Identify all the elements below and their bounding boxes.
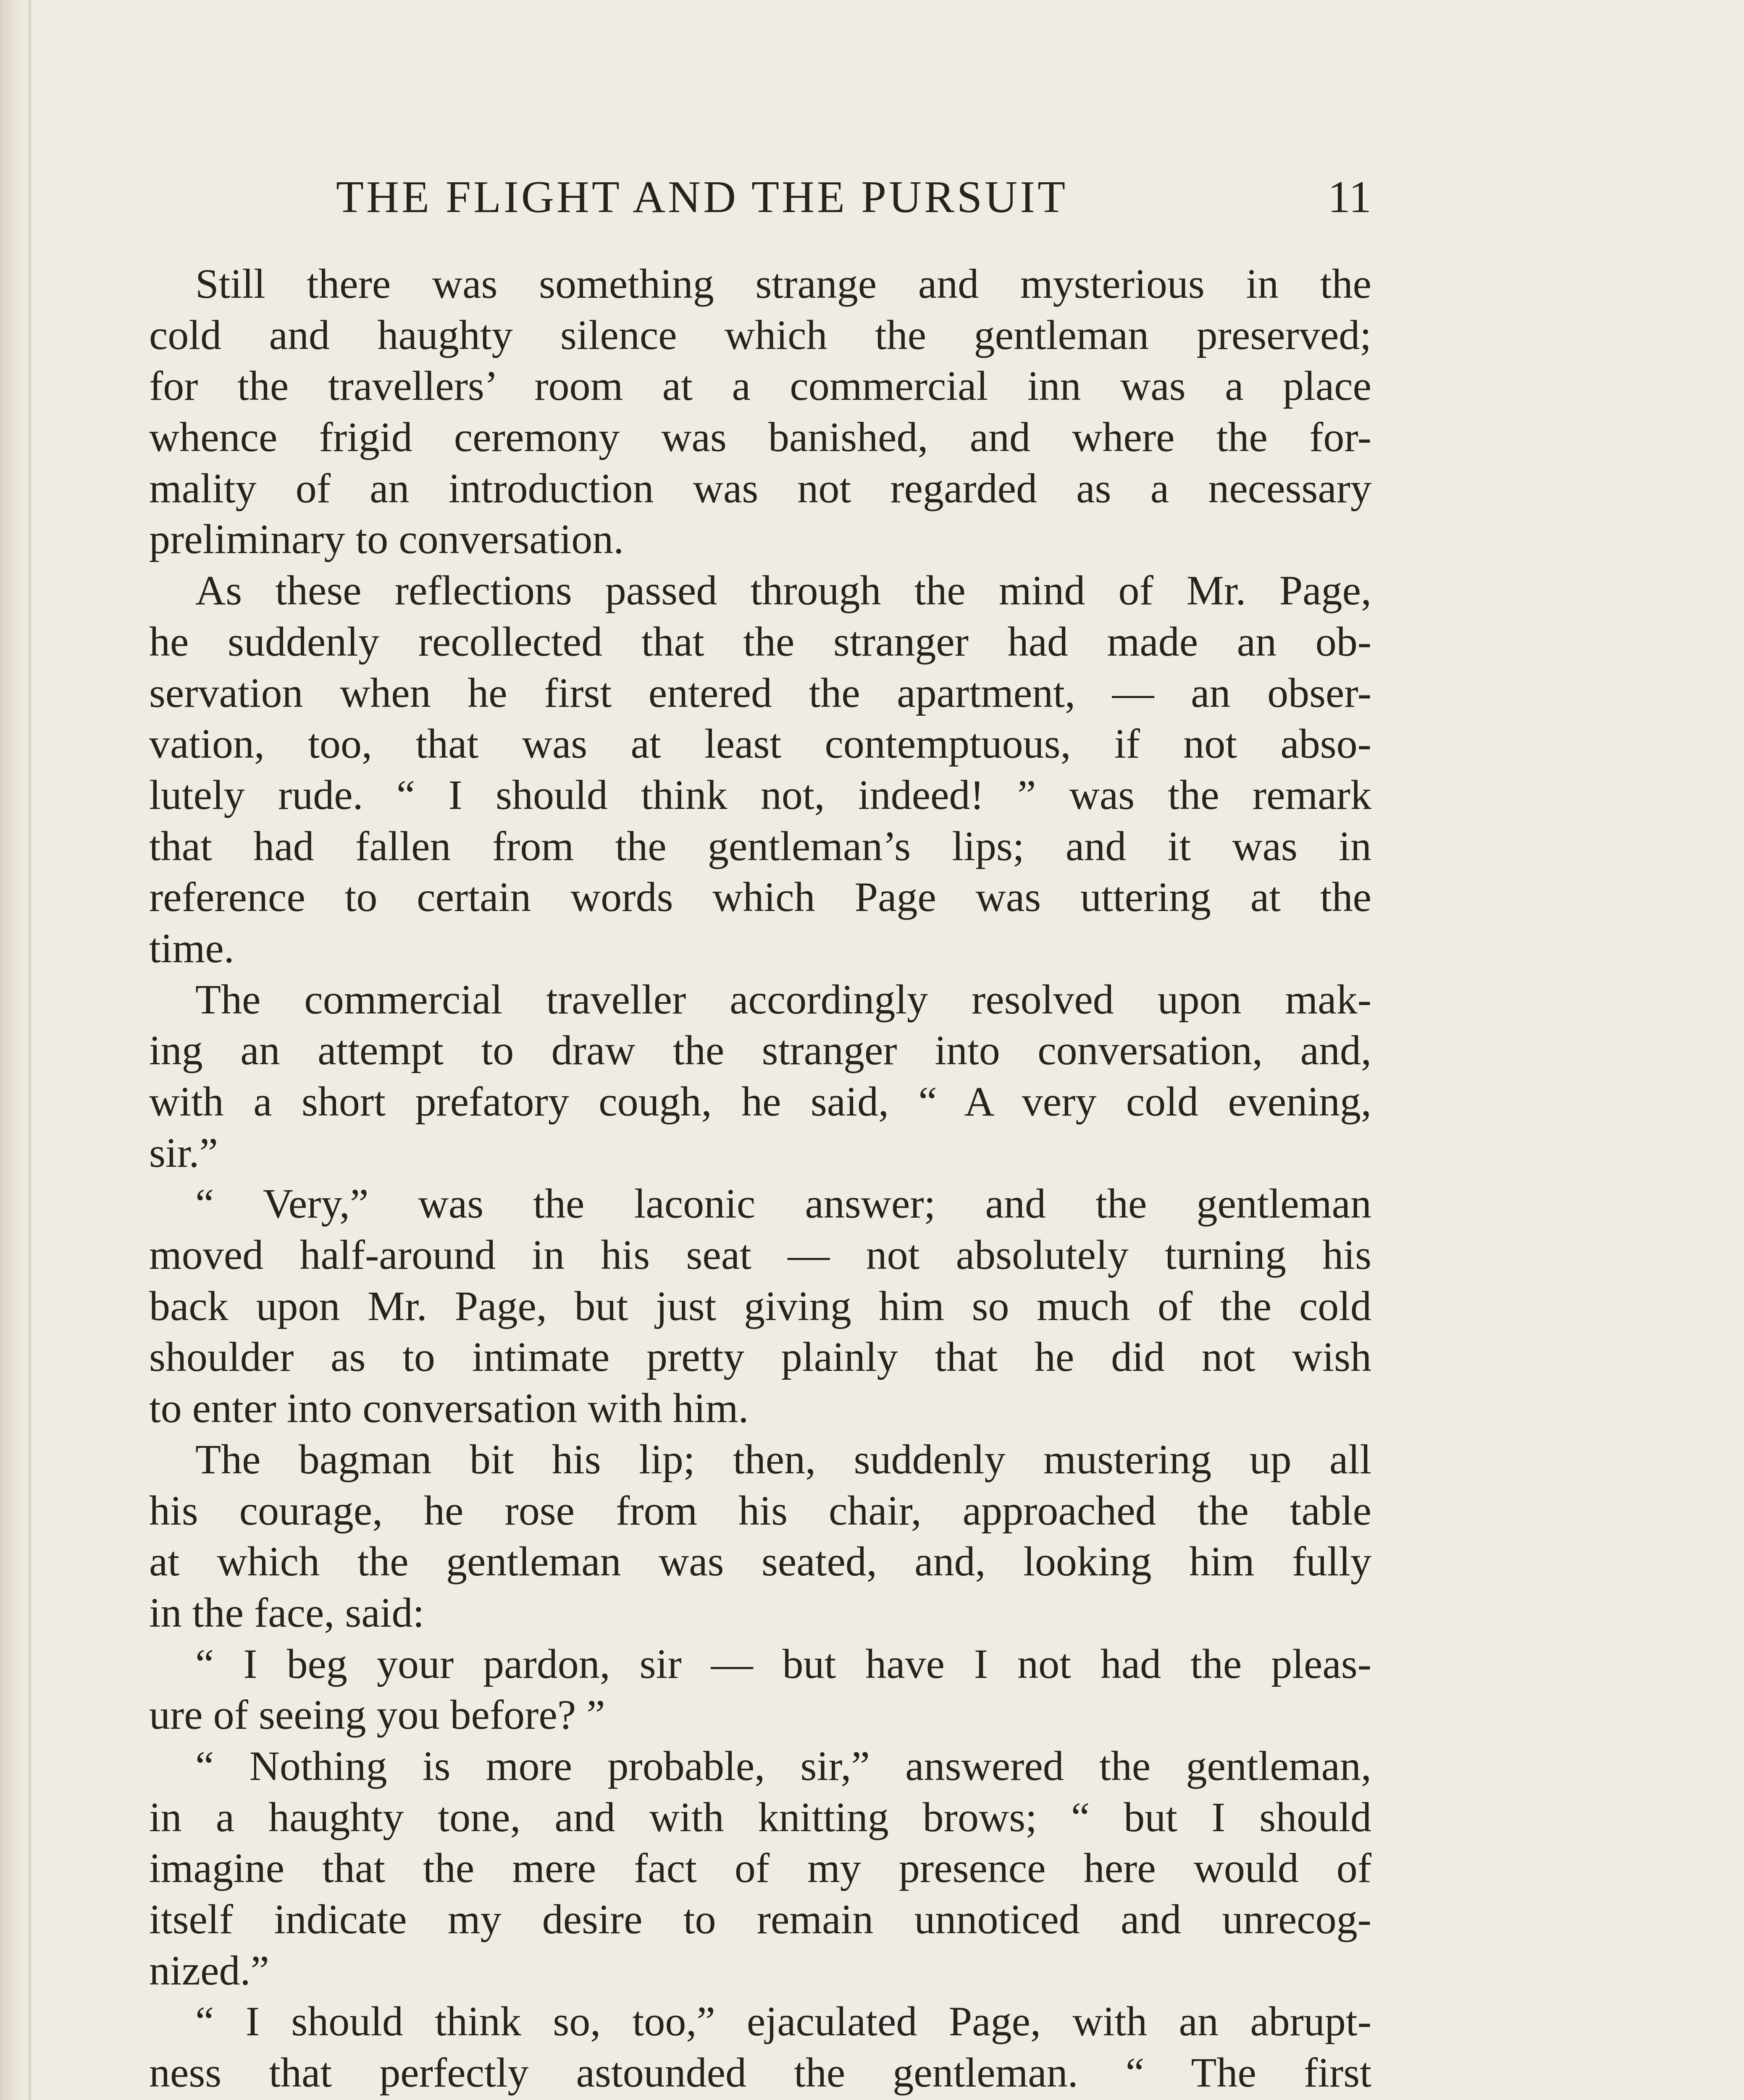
- text-line: [149, 2098, 1371, 2100]
- text-line: reference to certain words which Page was uttering at the: [149, 874, 1371, 921]
- body-text: [149, 258, 1371, 2100]
- text-line: nized.”: [149, 1947, 269, 1994]
- running-head: THE FLIGHT AND THE PURSUIT: [336, 172, 1068, 222]
- text-line: to enter into conversation with him.: [149, 1385, 749, 1432]
- text-line: The commercial traveller accordingly resolved upon mak-: [195, 976, 1371, 1023]
- text-line: at which the gentleman was seated, and, looking him fully: [149, 1538, 1371, 1585]
- page-number: 11: [1328, 172, 1371, 222]
- text-line: for the travellers’ room at a commercial inn was a place: [149, 362, 1371, 410]
- text-line: The bagman bit his lip; then, suddenly mustering up all: [195, 1436, 1371, 1483]
- text-line: sir.”: [149, 1129, 218, 1176]
- text-line: shoulder as to intimate pretty plainly that he did not wish: [149, 1334, 1371, 1381]
- text-line: “ I should think so, too,” ejaculated Page, with an abrupt-: [195, 1998, 1371, 2045]
- text-line: ness that perfectly astounded the gentleman. “ The first: [149, 2049, 1371, 2096]
- text-line: he suddenly recollected that the stranger had made an ob-: [149, 618, 1371, 665]
- text-line: moved half-around in his seat — not absolutely turning his: [149, 1231, 1371, 1278]
- text-line: servation when he first entered the apartment, — an obser-: [149, 669, 1371, 716]
- text-line: with a short prefatory cough, he said, “ A very cold evening,: [149, 1078, 1371, 1125]
- text-line: lutely rude. “ I should think not, indeed! ” was the remark: [149, 771, 1371, 818]
- text-line: ing an attempt to draw the stranger into conversation, and,: [149, 1027, 1371, 1074]
- text-line: preliminary to conversation.: [149, 516, 624, 563]
- text-line: in the face, said:: [149, 1589, 425, 1636]
- text-line: “ Nothing is more probable, sir,” answered the gentleman,: [195, 1742, 1371, 1789]
- text-line: As these reflections passed through the mind of Mr. Page,: [195, 567, 1371, 614]
- text-line: time.: [149, 924, 234, 971]
- text-line: whence frigid ceremony was banished, and where the for-: [149, 414, 1371, 461]
- text-line: “ Very,” was the laconic answer; and the gentleman: [195, 1180, 1371, 1227]
- text-line: “ I beg your pardon, sir — but have I not had the pleas-: [195, 1640, 1371, 1687]
- text-line: ure of seeing you before? ”: [149, 1691, 605, 1738]
- text-line: Still there was something strange and mysterious in the: [195, 260, 1371, 307]
- binding-edge: [29, 0, 31, 2100]
- text-line: in a haughty tone, and with knitting brows; “ but I should: [149, 1793, 1371, 1840]
- text-line: imagine that the mere fact of my presence here would of: [149, 1845, 1371, 1892]
- text-line: mality of an introduction was not regarded as a necessary: [149, 465, 1371, 512]
- text-line: itself indicate my desire to remain unnoticed and unrecog-: [149, 1896, 1371, 1942]
- text-line: cold and haughty silence which the gentleman preserved;: [149, 311, 1371, 358]
- page-header: [149, 168, 1371, 227]
- text-line: his courage, he rose from his chair, approached the table: [149, 1487, 1371, 1534]
- text-line: vation, too, that was at least contemptuous, if not abso-: [149, 720, 1371, 767]
- text-line: that had fallen from the gentleman’s lips; and it was in: [149, 822, 1371, 869]
- text-line: back upon Mr. Page, but just giving him so much of the cold: [149, 1282, 1371, 1329]
